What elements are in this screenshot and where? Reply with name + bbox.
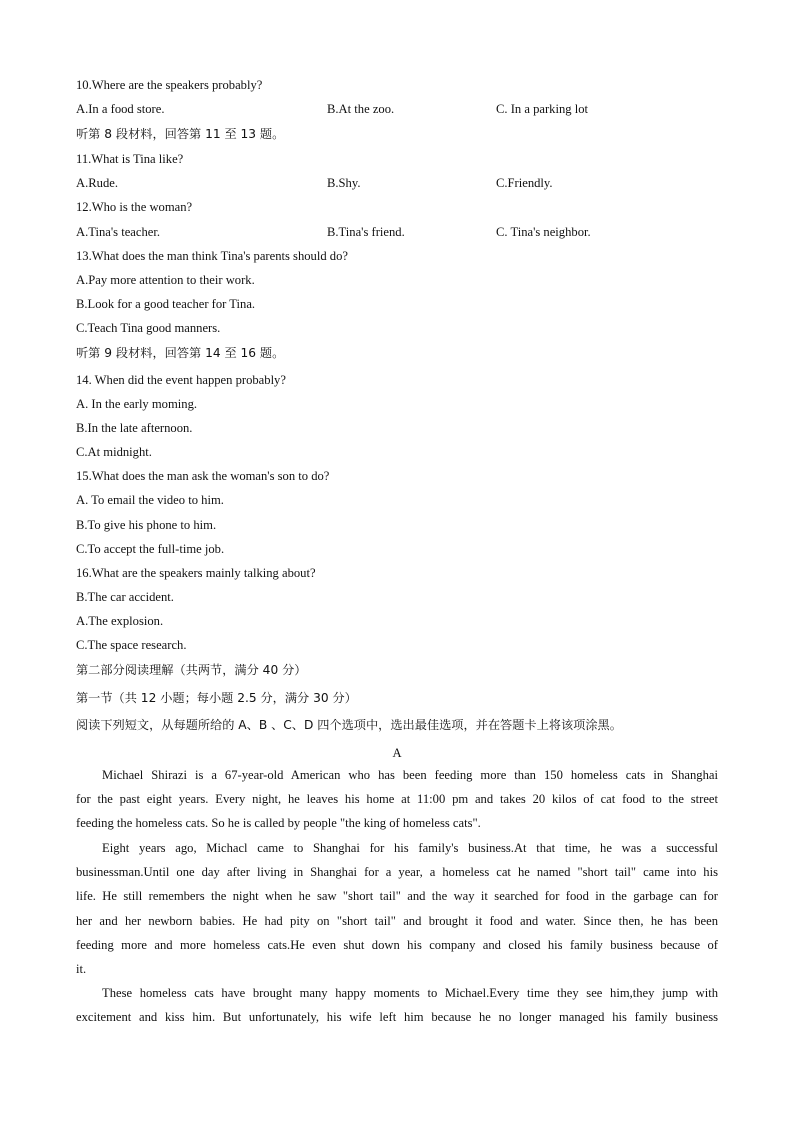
question-12-option-a: A.Tina's teacher.: [76, 225, 160, 239]
listening-instruction-9: 听第 9 段材料，回答第 14 至 16 题。: [76, 346, 285, 360]
question-13-stem: 13.What does the man think Tina's parents should do?: [76, 249, 348, 263]
passage-line: her and her newborn babies. He had pity on "short tail" and brought it food and water. Since then, he has been: [76, 913, 718, 928]
reading-instructions: 阅读下列短文，从每题所给的 A、B 、C、D 四个选项中，选出最佳选项，并在答题卡上将该项涂黑。: [76, 718, 622, 732]
section1-title: 第一节（共 12 小题；每小题 2.5 分，满分 30 分）: [76, 691, 357, 705]
passage-line: feeding the homeless cats. So he is called by people "the king of homeless cats".: [76, 816, 481, 831]
question-16-option-2: A.The explosion.: [76, 614, 164, 628]
passage-line: it.: [76, 962, 87, 977]
question-16-stem: 16.What are the speakers mainly talking about?: [76, 566, 316, 580]
question-12-option-c: C. Tina's neighbor.: [496, 225, 591, 239]
passage-paragraph-2: [76, 836, 718, 981]
passage-paragraph-1: [76, 763, 718, 836]
question-11-stem: 11.What is Tina like?: [76, 152, 184, 166]
question-11-option-c: C.Friendly.: [496, 176, 553, 190]
passage-line: businessman.Until one day after living in Shanghai for a year, a homeless cat he named "short tail" came into his: [76, 865, 718, 880]
question-16-option-1: B.The car accident.: [76, 590, 174, 604]
question-16-option-3: C.The space research.: [76, 638, 187, 652]
question-15-option-a: A. To email the video to him.: [76, 493, 224, 507]
question-14-option-a: A. In the early moming.: [76, 397, 198, 411]
passage-line: feeding more and more homeless cats.He even shut down his company and closed his family business because of: [76, 937, 718, 952]
passage-paragraph-3: [76, 981, 718, 1029]
passage-line: for the past eight years. Every night, he leaves his home at 11:00 pm and takes 20 kilos of cat food to the street: [76, 792, 718, 807]
listening-instruction-8: 听第 8 段材料，回答第 11 至 13 题。: [76, 127, 285, 141]
question-10-stem: 10.Where are the speakers probably?: [76, 78, 263, 92]
part2-title: 第二部分阅读理解（共两节，满分 40 分）: [76, 663, 307, 677]
question-10-option-b: B.At the zoo.: [327, 102, 395, 116]
passage-line: Michael Shirazi is a 67-year-old American who has been feeding more than 150 homeless cats in Shanghai: [102, 768, 718, 782]
passage-line: Eight years ago, Michacl came to Shanghai for his family's business.At that time, he was a successful: [102, 841, 718, 855]
passage-line: excitement and kiss him. But unfortunately, his wife left him because he no longer managed his family business: [76, 1010, 718, 1025]
passage-line: These homeless cats have brought many happy moments to Michael.Every time they see him,they jump with: [102, 986, 718, 1000]
question-15-option-c: C.To accept the full-time job.: [76, 542, 225, 556]
passage-line: life. He still remembers the night when he saw "short tail" and the way it searched for food in the garbage can for: [76, 889, 718, 904]
question-13-option-b: B.Look for a good teacher for Tina.: [76, 297, 256, 311]
question-12-stem: 12.Who is the woman?: [76, 200, 193, 214]
passage-label: A: [392, 746, 402, 760]
question-10-option-a: A.In a food store.: [76, 102, 165, 116]
question-12-option-b: B.Tina's friend.: [327, 225, 405, 239]
question-15-stem: 15.What does the man ask the woman's son to do?: [76, 469, 330, 483]
question-10-option-c: C. In a parking lot: [496, 102, 588, 116]
question-14-stem: 14. When did the event happen probably?: [76, 373, 286, 387]
question-11-option-a: A.Rude.: [76, 176, 118, 190]
question-15-option-b: B.To give his phone to him.: [76, 518, 217, 532]
question-11-option-b: B.Shy.: [327, 176, 361, 190]
question-14-option-c: C.At midnight.: [76, 445, 152, 459]
question-14-option-b: B.In the late afternoon.: [76, 421, 193, 435]
question-13-option-a: A.Pay more attention to their work.: [76, 273, 255, 287]
question-13-option-c: C.Teach Tina good manners.: [76, 321, 221, 335]
